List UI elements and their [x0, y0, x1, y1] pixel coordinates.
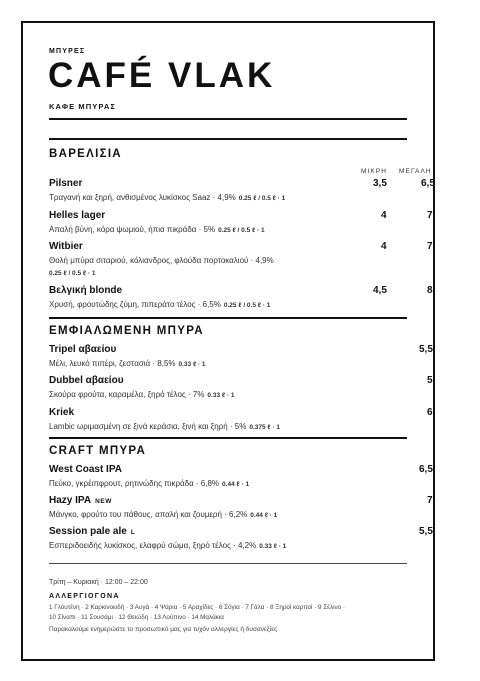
item-name: Pilsner [49, 178, 83, 189]
item-name: Hazy IPA NEW [49, 495, 113, 506]
item-description: Σκούρα φρούτα, καραμέλα, ξηρό τέλος · 7% 0.33 ℓ · 1 [49, 390, 235, 399]
item-description: Πεύκο, γκρέιπφρουτ, ρητινώδης πικράδα · 6,8% 0.44 ℓ · 1 [49, 479, 250, 488]
section-divider [49, 437, 407, 439]
item-description: Μάνγκο, φρούτο του πάθους, απαλή και ζουμερή · 6,2% 0.44 ℓ · 1 [49, 510, 278, 519]
section-divider [49, 138, 407, 140]
item-price-small: 4,5 [373, 285, 387, 296]
item-volume: 0.375 ℓ · 1 [249, 424, 280, 431]
item-price-small: 4 [381, 210, 387, 221]
item-price-small: 3,5 [373, 178, 387, 189]
item-price: 6 [427, 407, 433, 418]
item-name: Tripel αβαείου [49, 344, 117, 355]
item-price: 7 [427, 495, 433, 506]
item-description: Τραγανή και ξηρή, ανθισμένος λυκίσκος Saaz · 4,9% 0.25 ℓ / 0.5 ℓ · 1 [49, 193, 286, 202]
item-volume: 0.25 ℓ / 0.5 ℓ · 1 [218, 227, 265, 234]
header-kicker: ΜΠΥΡΕΣ [49, 48, 86, 55]
item-name: Dubbel αβαείου [49, 375, 124, 386]
item-name: Session pale ale L [49, 526, 136, 537]
item-price-large: 7 [427, 210, 433, 221]
item-name: Kriek [49, 407, 75, 418]
item-name: Witbier [49, 241, 83, 252]
size-header-large: ΜΕΓΑΛΗ [399, 168, 432, 175]
item-name: Helles lager [49, 210, 106, 221]
item-description: Εσπεριδοειδής λυκίσκος, ελαφρύ σώμα, ξηρό τέλος · 4,2% 0.33 ℓ · 1 [49, 541, 287, 550]
item-price-large: 8 [427, 285, 433, 296]
section-title-bottled: ΕΜΦΙΑΛΩΜΕΝΗ ΜΠΥΡΑ [49, 325, 204, 337]
new-badge: NEW [95, 498, 113, 505]
item-volume: 0.33 ℓ · 1 [178, 361, 206, 368]
item-volume: 0.44 ℓ · 1 [222, 481, 250, 488]
item-volume: 0.44 ℓ · 1 [250, 512, 278, 519]
item-price: 5,5 [419, 526, 433, 537]
item-description: Θολή μπύρα σιταριού, κόλιανδρος, φλούδα πορτοκαλιού · 4,9% 0.25 ℓ / 0.5 ℓ · 1 [49, 256, 274, 277]
item-price-small: 4 [381, 241, 387, 252]
item-volume: 0.33 ℓ · 1 [207, 392, 235, 399]
page-title: CAFÉ VLAK [48, 56, 276, 95]
item-description: Χρυσή, φρουτώδης ζύμη, πιπεράτο τέλος · 6,5% 0.25 ℓ / 0.5 ℓ · 1 [49, 300, 271, 309]
item-price: 5,5 [419, 344, 433, 355]
item-price: 5 [427, 375, 433, 386]
item-volume: 0.25 ℓ / 0.5 ℓ · 1 [49, 270, 96, 277]
item-price-large: 6,5 [421, 178, 435, 189]
footer-divider [49, 563, 407, 564]
item-price-large: 7 [427, 241, 433, 252]
item-price: 6,5 [419, 464, 433, 475]
size-header-small: ΜΙΚΡΗ [361, 168, 388, 175]
section-title-draft: ΒΑΡΕΛΙΣΙΑ [49, 148, 122, 160]
menu-card [21, 21, 435, 661]
header-subtitle: ΚΑΦΕ ΜΠΥΡΑΣ [49, 102, 117, 111]
header-divider [49, 118, 407, 120]
item-volume: 0.33 ℓ · 1 [259, 543, 287, 550]
item-volume: 0.25 ℓ / 0.5 ℓ · 1 [223, 302, 271, 309]
item-description: Lambic ωριμασμένη σε ξινά κεράσια, ξινή και ξηρή · 5% 0.375 ℓ · 1 [49, 422, 280, 431]
section-title-craft: CRAFT ΜΠΥΡΑ [49, 445, 147, 457]
section-divider [49, 317, 407, 319]
item-name: Βελγική blonde [49, 285, 123, 296]
item-name: West Coast IPA [49, 464, 122, 475]
item-description: Απαλή βύνη, κόρα ψωμιού, ήπια πικράδα · 5% 0.25 ℓ / 0.5 ℓ · 1 [49, 225, 265, 234]
allergens-title: ΑΛΛΕΡΓΙΟΓΟΝΑ [49, 593, 120, 600]
allergens-note: Παρακαλούμε ενημερώστε το προσωπικό μας για τυχόν αλλεργίες ή δυσανεξίες [49, 626, 278, 633]
opening-hours: Τρίτη – Κυριακή · 12:00 – 22:00 [49, 579, 148, 586]
allergens-list: 1 Γλουτένη · 2 Καρκινοειδή · 3 Αυγά · 4 Ψάρια · 5 Αραχίδες · 6 Σόγια · 7 Γάλα · 8 Ξηροί καρποί · 9 Σέλινο · 10 Σίναπι · 11 Σουσάμι · 12 Θειώδη · 13 Λούπινο · 14 Μαλάκια [49, 604, 346, 621]
dietary-badge: L [130, 529, 136, 536]
item-description: Μέλι, λευκό πιπέρι, ζεστασιά · 8,5% 0.33 ℓ · 1 [49, 359, 206, 368]
item-volume: 0.25 ℓ / 0.5 ℓ · 1 [238, 195, 286, 202]
